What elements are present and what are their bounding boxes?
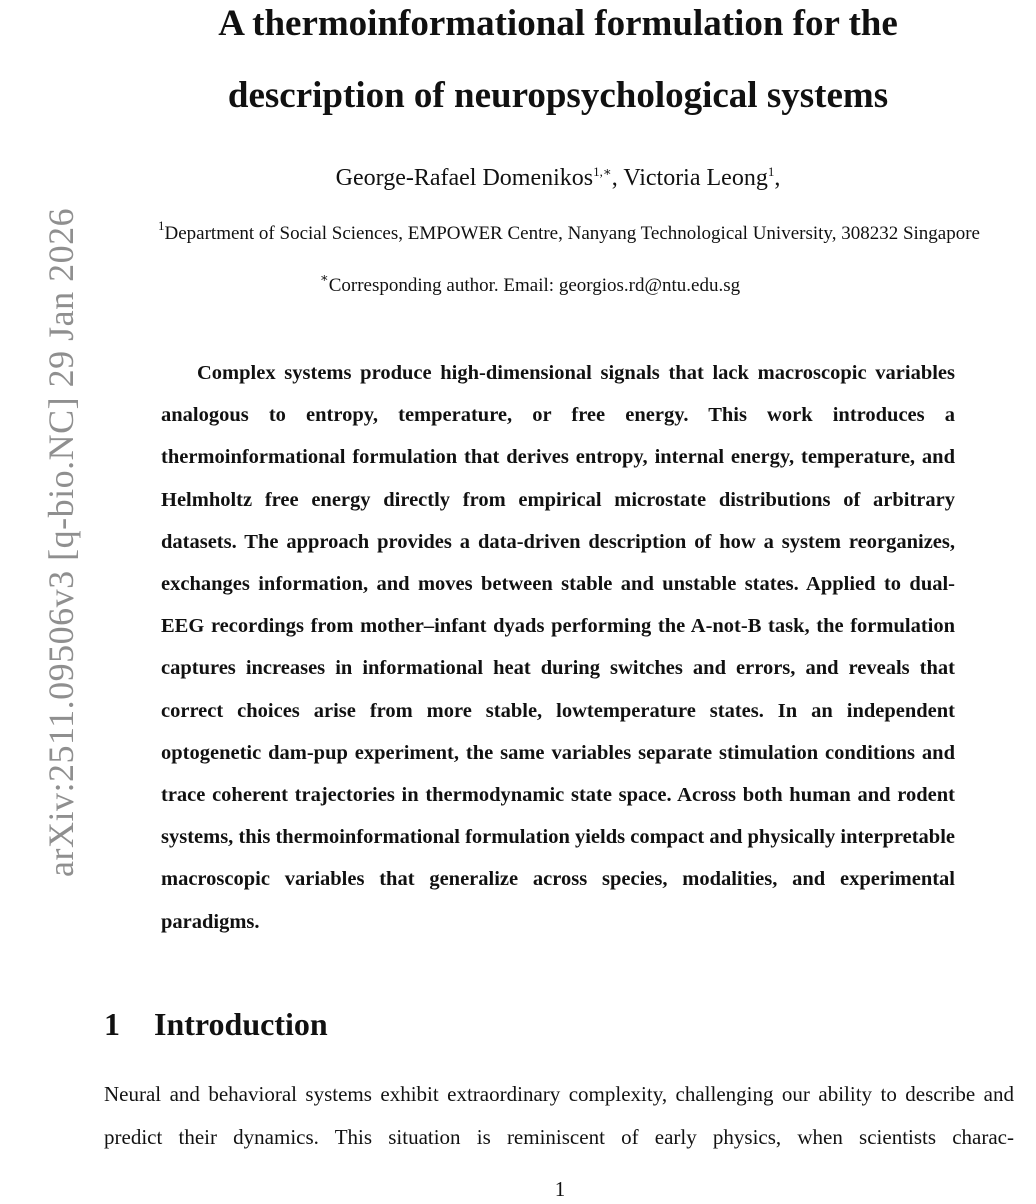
intro-paragraph: Neural and behavioral systems exhibit extraordinary complexity, challenging our ability to describe and predict their dynamics. This situation is reminiscent of early physics, when scientists charac-: [104, 1082, 1014, 1149]
title-line-1: A thermoinformational formulation for the: [218, 3, 898, 44]
author-2-marks: 1: [767, 164, 775, 179]
affiliation: [104, 220, 1034, 248]
author-trailing: ,: [774, 165, 781, 191]
section-title: Introduction: [154, 1006, 328, 1042]
section-heading-introduction: [104, 1000, 328, 1048]
corresponding-author-mark: ∗: [319, 270, 329, 285]
affiliation-text: Department of Social Sciences, EMPOWER Centre, Nanyang Technological University, 308232 Singapore: [164, 223, 980, 244]
corresponding-author-note: [100, 272, 960, 300]
author-1-name: George-Rafael Domenikos: [335, 165, 594, 191]
affiliation-mark: 1: [158, 218, 165, 233]
author-1-marks: 1,∗: [593, 164, 612, 179]
author-2-name: Victoria Leong: [623, 165, 768, 191]
title-line-2: description of neuropsychological systems: [227, 75, 889, 116]
arxiv-stamp-text: arXiv:2511.09506v3 [q-bio.NC] 29 Jan 2026: [41, 207, 81, 877]
arxiv-stamp: [0, 150, 81, 880]
page-number: 1: [554, 1177, 566, 1201]
paper-title: [80, 0, 1036, 132]
abstract: Complex systems produce high-dimensional signals that lack macroscopic variables analogous to entropy, temperature, or free energy. This work introduces a thermoinformational formulation that derives entropy, internal energy, temperature, and Helmholtz free energy directly from empirical microstate distributions of arbitrary datasets. The approach provides a data-driven description of how a system reorganizes, exchanges information, and moves between stable and unstable states. Applied to dual-EEG recordings from mother–infant dyads performing the A-not-B task, the formulation captures increases in informational heat during switches and errors, and reveals that correct choices arise from more stable, lowtemperature states. In an independent optogenetic dam-pup experiment, the same variables separate stimulation conditions and trace coherent trajectories in thermodynamic state space. Across both human and rodent systems, this thermoinformational formulation yields compact and physically interpretable macroscopic variables that generalize across species, modalities, and experimental paradigms.: [161, 362, 955, 933]
author-separator: ,: [611, 165, 624, 191]
section-number: 1: [104, 1006, 120, 1042]
author-list: [100, 160, 1016, 196]
corresponding-author-text: Corresponding author. Email: georgios.rd@ntu.edu.sg: [328, 275, 741, 296]
